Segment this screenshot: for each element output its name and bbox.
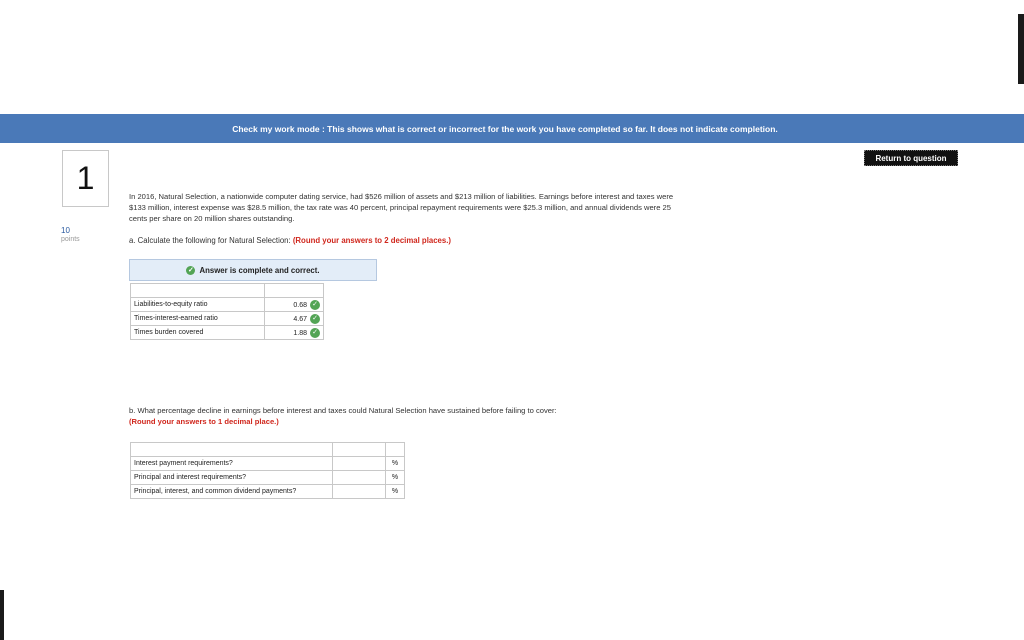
answer-input[interactable] (333, 457, 386, 471)
part-b-instruction: (Round your answers to 1 decimal place.) (129, 417, 279, 426)
return-to-question-button[interactable]: Return to question (864, 150, 958, 166)
percent-unit: % (386, 457, 405, 471)
answer-input[interactable] (333, 485, 386, 499)
answer-input[interactable] (333, 471, 386, 485)
problem-statement: In 2016, Natural Selection, a nationwide computer dating service, had $526 million of assets and $213 million of liabilities. Earnings before interest and taxes were $133 million, interest expense was $28.5 million, the tax rate was 40 percent, principal repayment requirements were $25.3 million, and annual dividends were 25 cents per share on 20 million shares outstanding. (129, 192, 674, 223)
table-row (131, 326, 324, 340)
answer-value: 1.88 (293, 329, 307, 337)
part-a-table (130, 283, 324, 340)
percent-unit: % (386, 471, 405, 485)
row-label: Principal and interest requirements? (131, 471, 333, 485)
answer-cell[interactable] (265, 326, 324, 340)
row-label: Principal, interest, and common dividend payments? (131, 485, 333, 499)
answer-cell[interactable] (265, 312, 324, 326)
table-row (131, 485, 405, 499)
answer-status-text: Answer is complete and correct. (199, 265, 320, 275)
check-work-banner (0, 114, 1024, 143)
row-label: Times burden covered (131, 326, 265, 340)
row-label: Interest payment requirements? (131, 457, 333, 471)
check-circle-icon: ✓ (188, 266, 194, 274)
answer-status-box (129, 259, 377, 281)
table-row (131, 471, 405, 485)
percent-unit: % (386, 485, 405, 499)
table-row (131, 298, 324, 312)
row-label: Times-interest-earned ratio (131, 312, 265, 326)
part-b-table (130, 442, 405, 499)
scrollbar-thumb-left[interactable] (0, 590, 4, 640)
correct-check-icon: ✓ (310, 300, 320, 310)
table-header-row (131, 284, 324, 298)
answer-cell[interactable] (265, 298, 324, 312)
question-number: 1 (62, 150, 109, 207)
correct-check-icon: ✓ (310, 314, 320, 324)
part-a-text: a. Calculate the following for Natural Selection: (129, 236, 291, 245)
banner-text: Check my work mode : This shows what is correct or incorrect for the work you have completed so far. It does not indicate completion. (232, 123, 778, 134)
part-b-text: b. What percentage decline in earnings before interest and taxes could Natural Selection have sustained before failing to cover: (129, 406, 557, 415)
answer-value: 0.68 (293, 301, 307, 309)
part-b-prompt (129, 405, 689, 427)
table-row (131, 457, 405, 471)
part-a-instruction: (Round your answers to 2 decimal places.) (292, 236, 451, 245)
answer-value: 4.67 (293, 315, 307, 323)
row-label: Liabilities-to-equity ratio (131, 298, 265, 312)
scrollbar-thumb[interactable] (1018, 14, 1024, 84)
points-value: 10 (61, 226, 70, 235)
points-label: points (61, 236, 80, 243)
part-a-prompt (129, 236, 451, 245)
table-header-row (131, 443, 405, 457)
correct-check-icon: ✓ (310, 328, 320, 338)
table-row (131, 312, 324, 326)
